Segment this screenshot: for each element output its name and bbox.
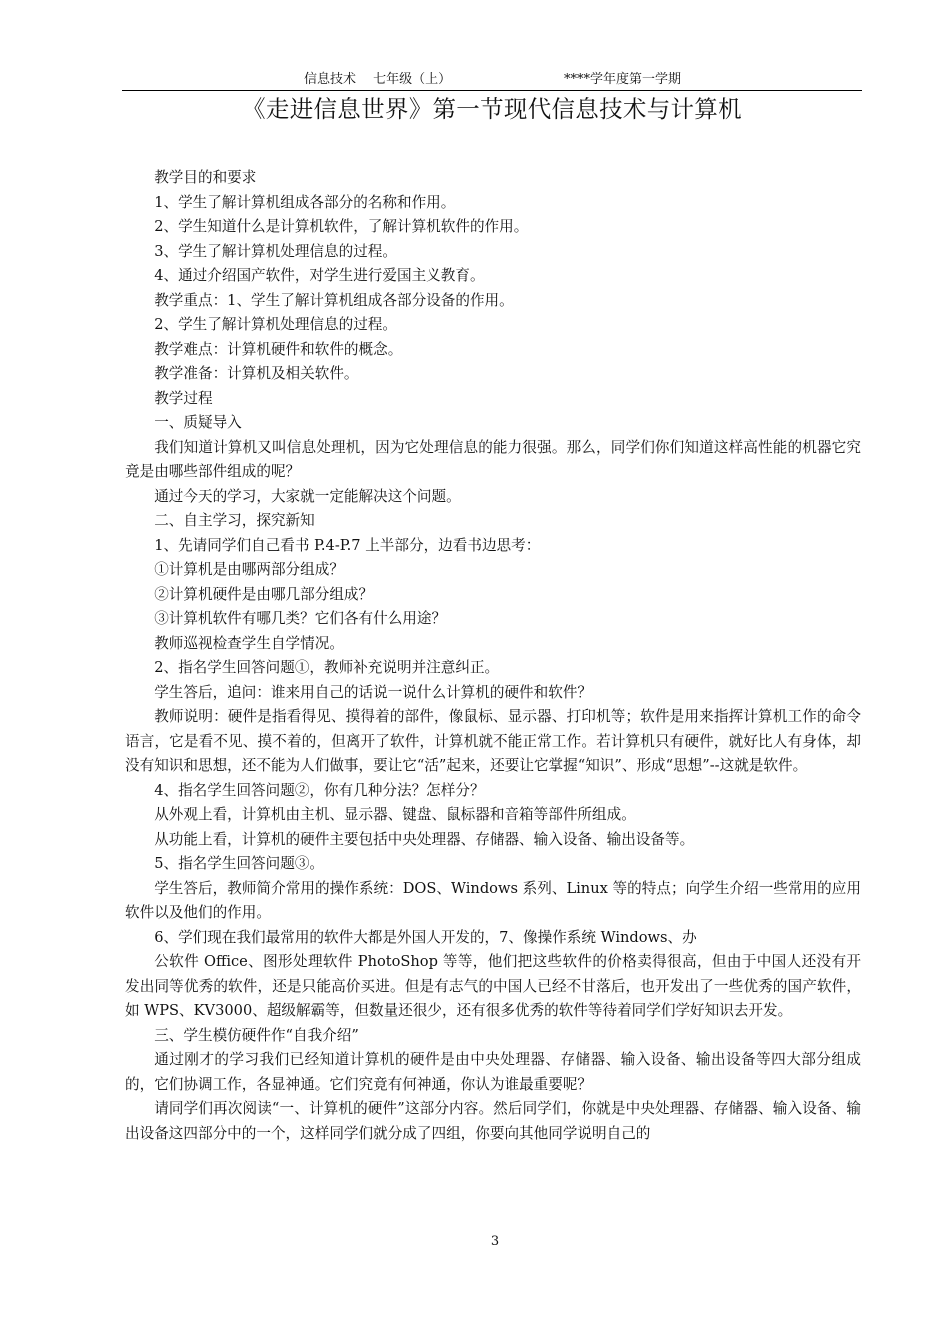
paragraph: 教师巡视检查学生自学情况。	[154, 634, 344, 652]
paragraph: 我们知道计算机又叫信息处理机，因为它处理信息的能力很强。那么，同学们你们知道这样高性能的机器它究竟是由哪些部件组成的呢？	[125, 438, 861, 480]
paragraph: 请同学们再次阅读“一、计算机的硬件”这部分内容。然后同学们，你就是中央处理器、存储器、输入设备、输出设备这四部分中的一个，这样同学们就分成了四组，你要向其他同学说明自己的	[125, 1100, 861, 1142]
paragraph: ①计算机是由哪两部分组成？	[154, 561, 344, 578]
paragraph: 1、学生了解计算机组成各部分的名称和作用。	[154, 193, 456, 211]
page-number: 3	[490, 1234, 500, 1249]
paragraph: 2、学生知道什么是计算机软件，了解计算机软件的作用。	[154, 218, 529, 235]
paragraph: 2、学生了解计算机处理信息的过程。	[154, 316, 397, 333]
paragraph: ②计算机硬件是由哪几部分组成？	[154, 585, 374, 603]
paragraph: 公软件 Office、图形处理软件 PhotoShop 等等，他们把这些软件的价格卖得很高，但由于中国人还没有开发出同等优秀的软件，还是只能高价买进。但是有志气的中国人已经不甘落后，也开发出了一些优秀的国产软件，如 WPS、KV3000、超级解霸等，但数量还很少，还有很多优秀的软件等待着同学们学好知识去开发。	[125, 953, 861, 1019]
paragraph: 从功能上看，计算机的硬件主要包括中央处理器、存储器、输入设备、输出设备等。	[154, 830, 695, 848]
paragraph: ③计算机软件有哪几类？它们各有什么用途？	[154, 610, 447, 627]
paragraph: 从外观上看，计算机由主机、显示器、键盘、鼠标器和音箱等部件所组成。	[154, 806, 636, 823]
paragraph: 2、指名学生回答问题①，教师补充说明并注意纠正。	[154, 659, 500, 676]
paragraph: 教师说明：硬件是指看得见、摸得着的部件，像鼠标、显示器、打印机等；软件是用来指挥计算机工作的命令语言，它是看不见、摸不着的，但离开了软件，计算机就不能正常工作。若计算机只有硬件，就好比人有身体，却没有知识和思想，还不能为人们做事，要让它“活”起来，还要让它掌握“知识”、形成“思想”--这就是软件。	[125, 708, 861, 774]
header-term: ****学年度第一学期	[564, 72, 682, 87]
document-body	[125, 166, 861, 1146]
paragraph: 3、学生了解计算机处理信息的过程。	[154, 242, 397, 260]
document-title: 《走进信息世界》第一节现代信息技术与计算机	[242, 95, 742, 123]
paragraph: 4、通过介绍国产软件，对学生进行爱国主义教育。	[154, 267, 485, 284]
paragraph: 教学准备：计算机及相关软件。	[154, 365, 359, 382]
paragraph: 4、指名学生回答问题②，你有几种分法？怎样分？	[154, 781, 485, 799]
paragraph: 教学目的和要求	[154, 169, 257, 186]
paragraph: 通过今天的学习，大家就一定能解决这个问题。	[154, 487, 461, 505]
page-header	[122, 66, 862, 91]
paragraph: 通过刚才的学习我们已经知道计算机的硬件是由中央处理器、存储器、输入设备、输出设备等四大部分组成的，它们协调工作，各显神通。它们究竟有何神通，你认为谁最重要呢？	[125, 1051, 861, 1093]
paragraph: 学生答后，教师简介常用的操作系统：DOS、Windows 系列、Linux 等的特点；向学生介绍一些常用的应用软件以及他们的作用。	[125, 879, 861, 921]
paragraph: 二、自主学习，探究新知	[154, 512, 315, 529]
paragraph: 一、质疑导入	[154, 414, 242, 431]
paragraph: 6、学们现在我们最常用的软件大都是外国人开发的，7、像操作系统 Windows、办	[154, 928, 697, 946]
paragraph: 5、指名学生回答问题③。	[154, 855, 325, 872]
paragraph: 1、先请同学们自己看书 P.4-P.7 上半部分，边看书边思考：	[154, 536, 541, 554]
paragraph: 教学难点：计算机硬件和软件的概念。	[154, 340, 403, 358]
paragraph: 学生答后，追问：谁来用自己的话说一说什么计算机的硬件和软件？	[154, 683, 593, 701]
paragraph: 教学重点：1、学生了解计算机组成各部分设备的作用。	[154, 291, 514, 309]
paragraph: 三、学生模仿硬件作“自我介绍”	[154, 1026, 359, 1044]
paragraph: 教学过程	[154, 389, 213, 407]
header-course: 信息技术 七年级（上）	[304, 72, 452, 87]
